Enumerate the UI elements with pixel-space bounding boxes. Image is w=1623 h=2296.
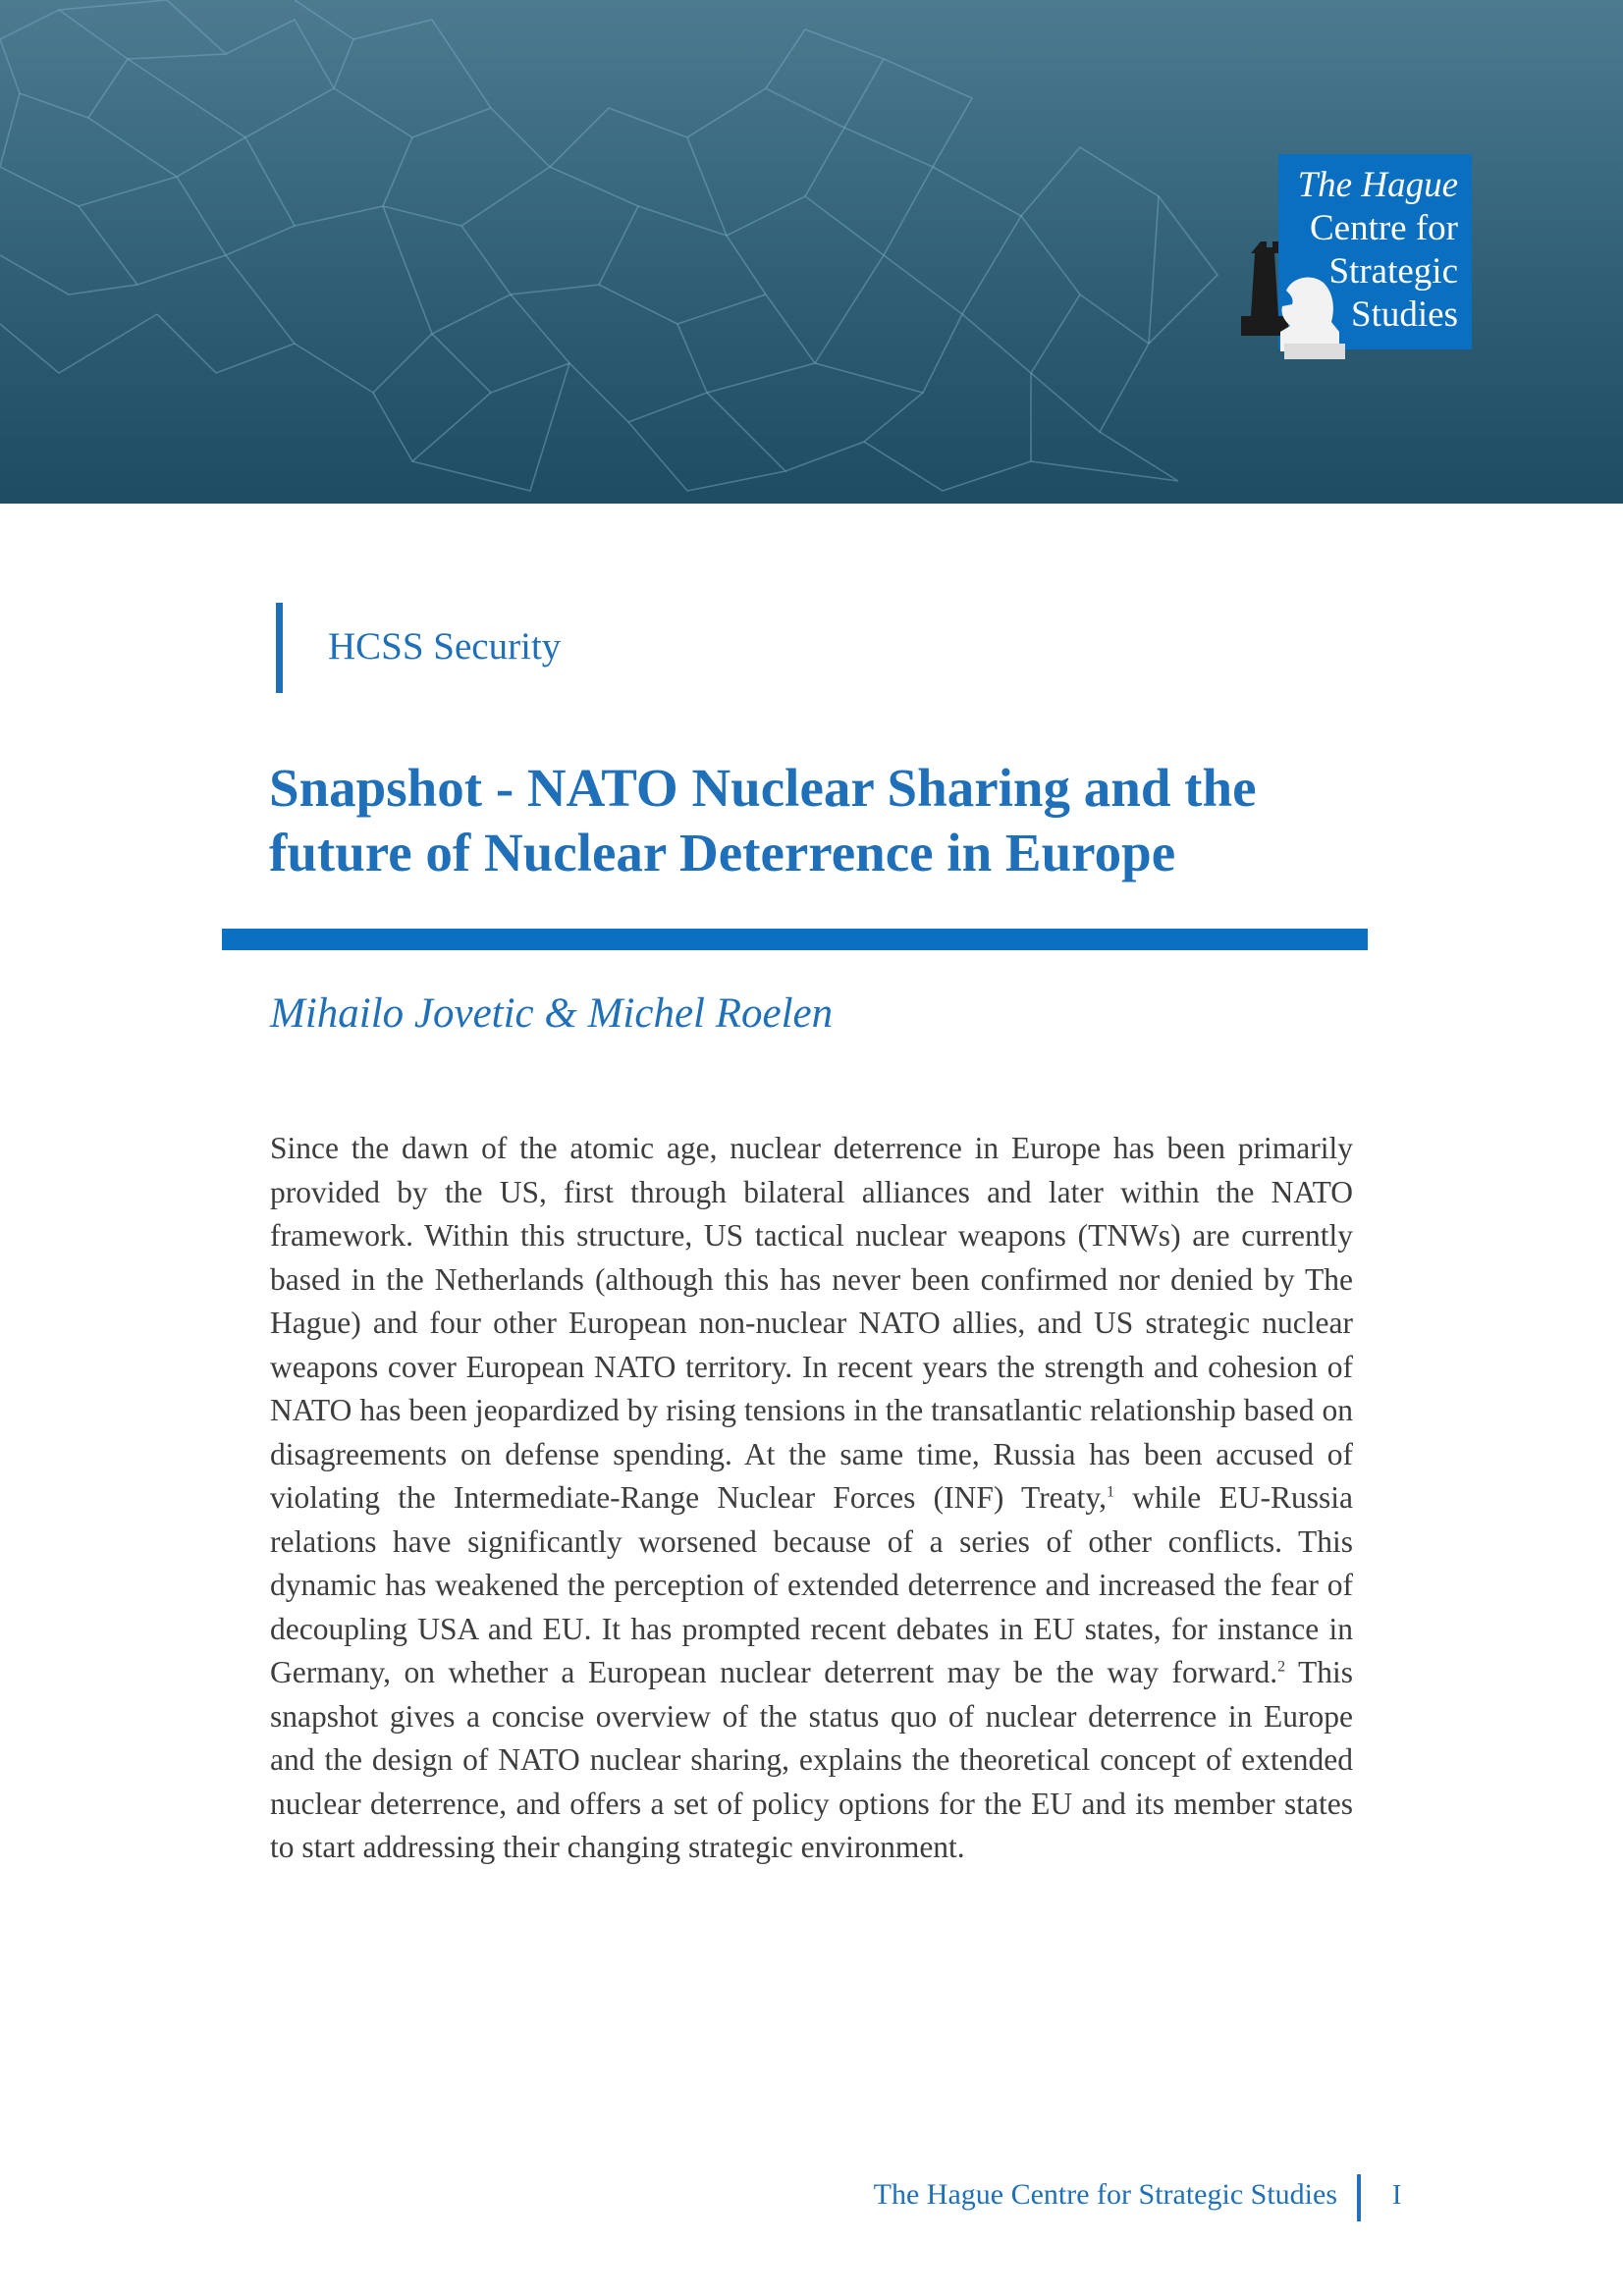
chess-pieces-icon [1239,234,1347,366]
footer-organization: The Hague Centre for Strategic Studies [873,2178,1337,2211]
abstract-text-part2: while EU-Russia relations have significantly worsened because of a series of other conflicts. This dynamic has weakened the perception of extended deterrence and increased the fear of decoupling USA and EU. It has prompted recent debates in EU states, for instance in Germany, on whether a European nuclear deterrent may be the way forward. [270,1480,1353,1689]
authors: Mihailo Jovetic & Michel Roelen [270,990,834,1037]
abstract-text-part1: Since the dawn of the atomic age, nuclear deterrence in Europe has been primarily provided by the US, first through bilateral alliances and later within the NATO framework. Within this structure, US tactical nuclear weapons (TNWs) are currently based in the Netherlands (although this has never been confirmed nor denied by The Hague) and four other European non-nuclear NATO allies, and US strategic nuclear weapons cover European NATO territory. In recent years the strength and cohesion of NATO has been jeopardized by rising tensions in the transatlantic relationship based on disagreements on defense spending. At the same time, Russia has been accused of violating the Intermediate-Range Nuclear Forces (INF) Treaty, [270,1131,1353,1515]
series-label: HCSS Security [328,625,562,667]
abstract-paragraph [270,1127,1353,1870]
logo-wordmark: The Hague Centre for Strategic Studies [1297,165,1458,335]
document-title: Snapshot - NATO Nuclear Sharing and the future of Nuclear Deterrence in Europe [269,758,1257,882]
header-banner [0,0,1623,504]
footnote-ref-2[interactable]: 2 [1277,1658,1286,1676]
series-accent-bar [276,603,283,693]
title-divider [222,929,1368,950]
footer-divider [1357,2174,1361,2221]
abstract-text-part3: This snapshot gives a concise overview of the status quo of nuclear deterrence in Europe and the design of NATO nuclear sharing, explains the theoretical concept of extended nuclear deterrence, and offers a set of policy options for the EU and its member states to start addressing their changing strategic environment. [270,1655,1353,1864]
page-number: I [1392,2180,1402,2211]
footnote-ref-1[interactable]: 1 [1106,1483,1114,1501]
